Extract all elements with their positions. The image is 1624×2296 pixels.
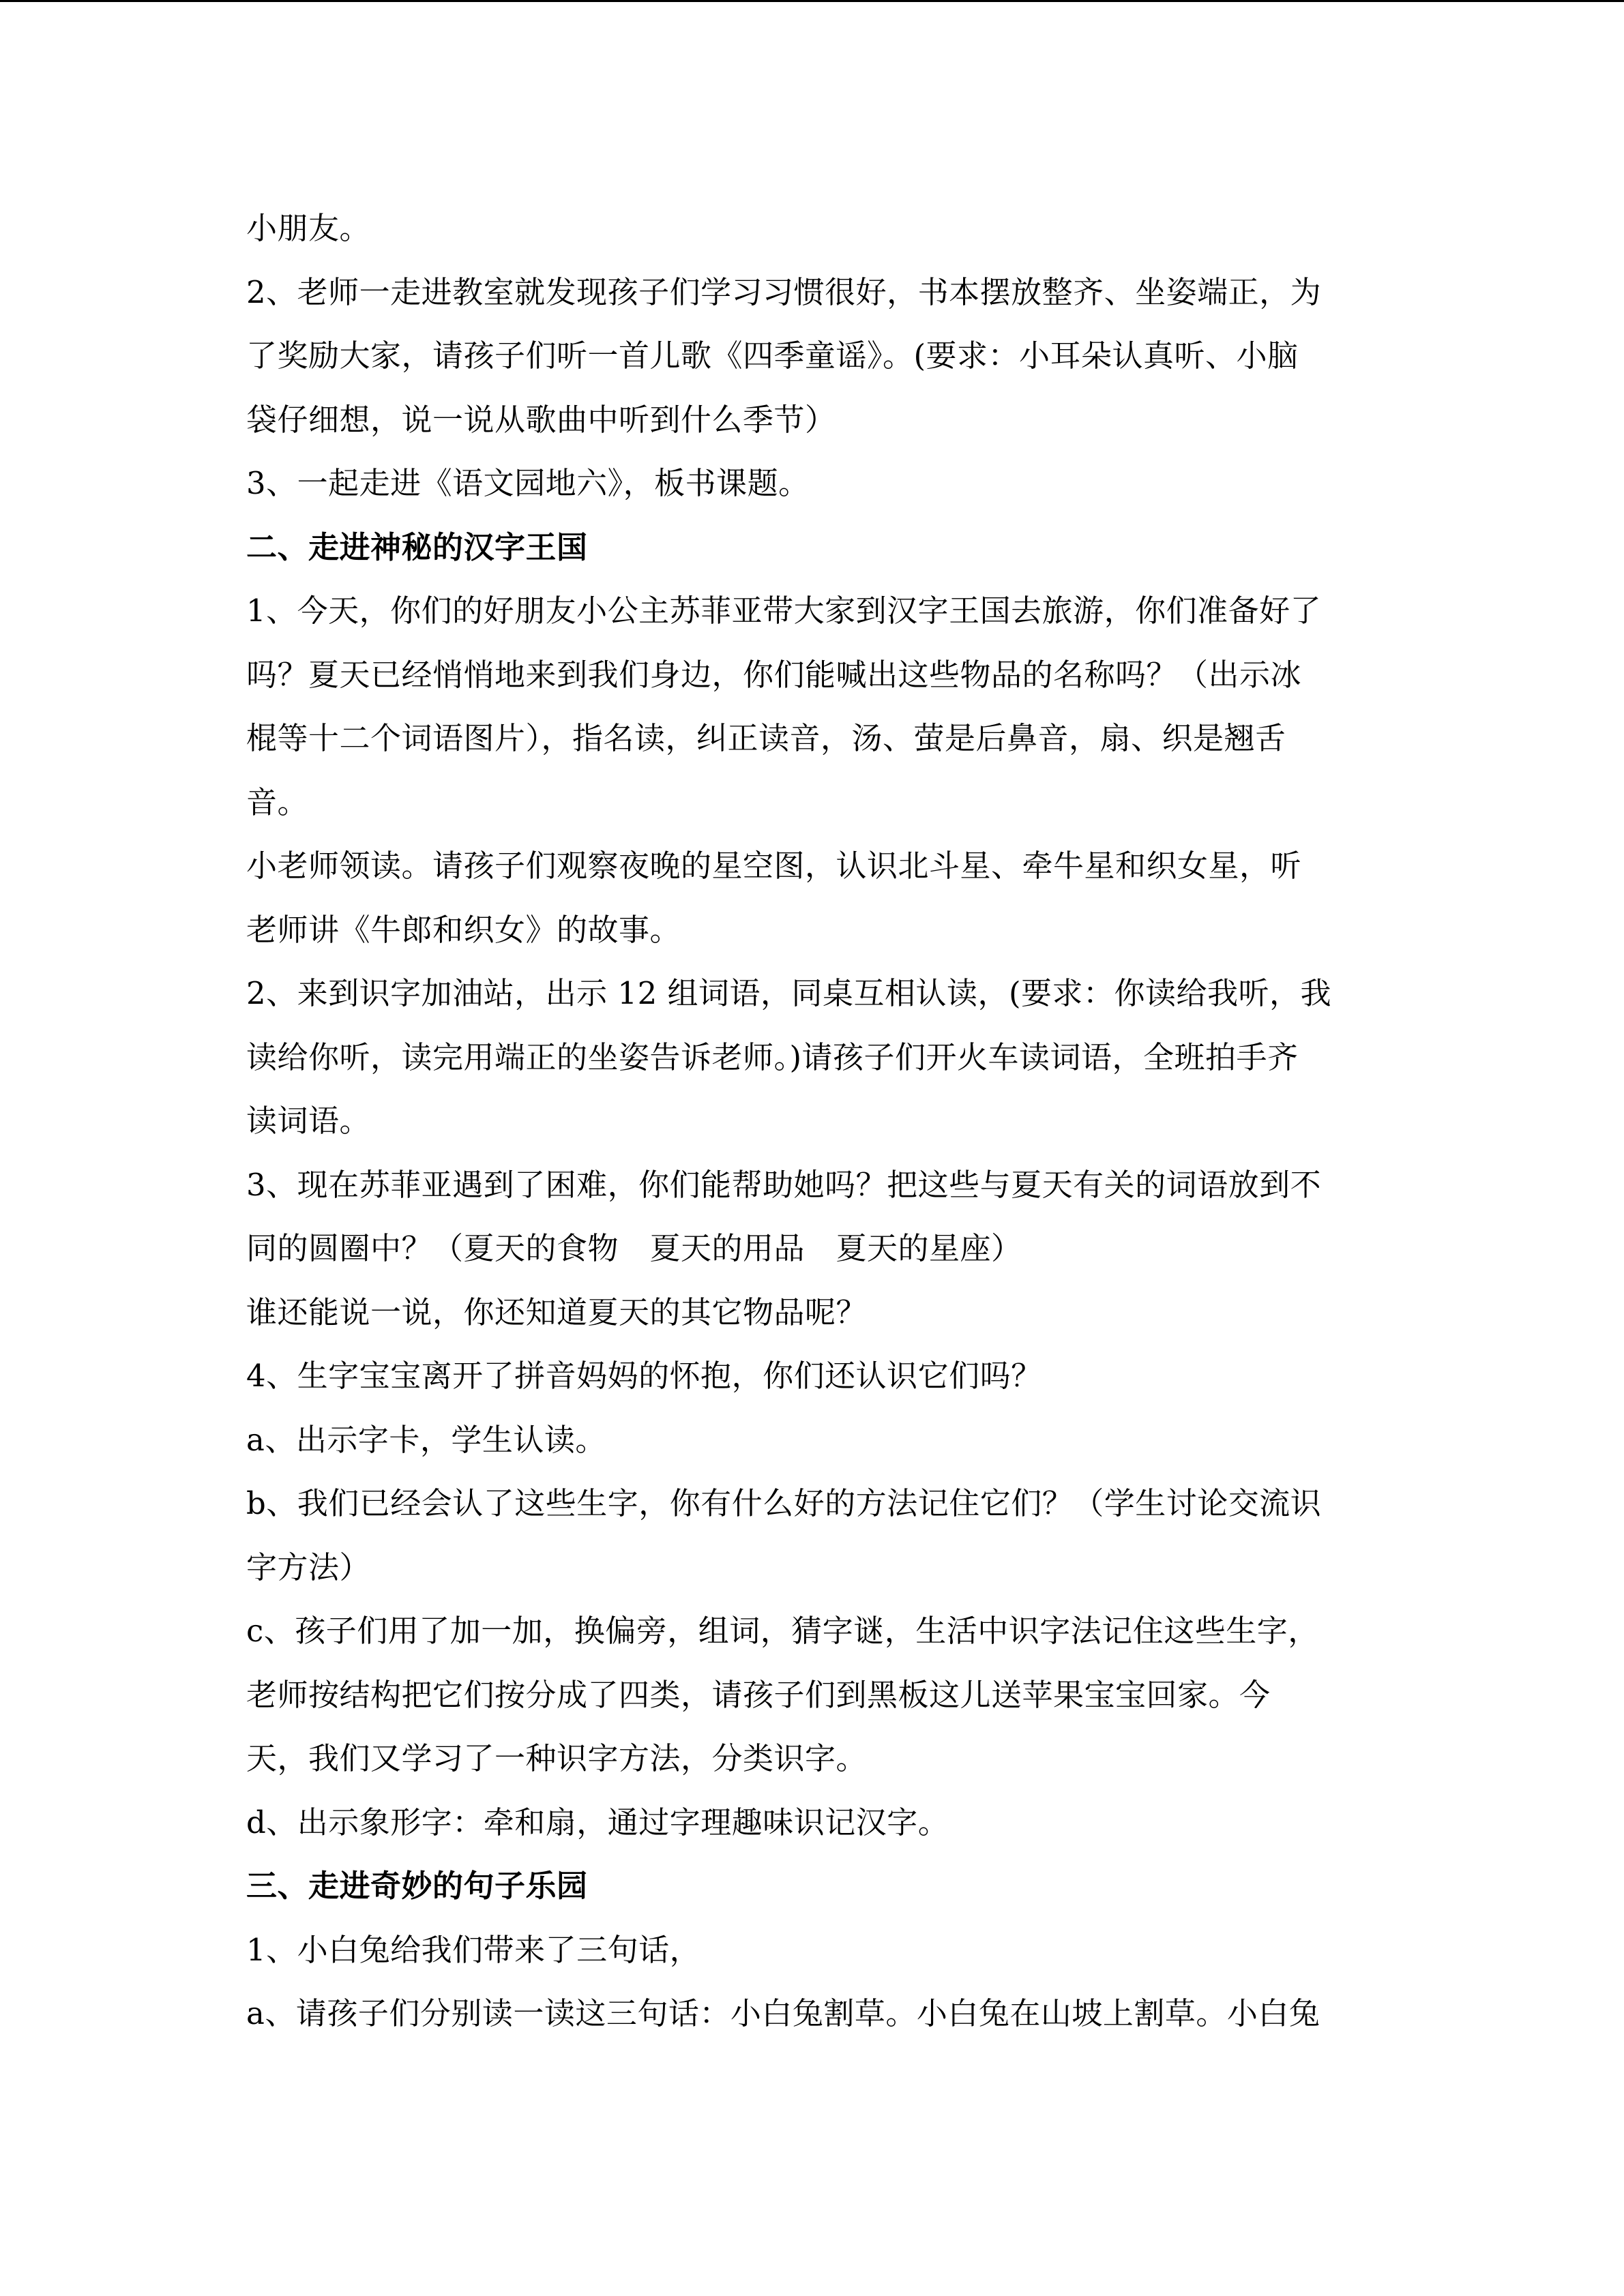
top-border-line [0, 0, 1624, 2]
text-line: a、出示字卡，学生认读。 [246, 1421, 606, 1458]
text-line: 谁还能说一说，你还知道夏天的其它物品呢？ [246, 1294, 868, 1330]
text-line: 读给你听，读完用端正的坐姿告诉老师。)请孩子们开火车读词语，全班拍手齐 [246, 1039, 1299, 1075]
text-line: 老师讲《牛郎和织女》的故事。 [246, 911, 681, 948]
text-line: 老师按结构把它们按分成了四类，请孩子们到黑板这儿送苹果宝宝回家。今 [246, 1676, 1271, 1713]
text-line: 1、今天，你们的好朋友小公主苏菲亚带大家到汉字王国去旅游，你们准备好了 [246, 593, 1322, 629]
text-line: b、我们已经会认了这些生字，你有什么好的方法记住它们？（学生讨论交流识 [246, 1485, 1322, 1521]
text-line: 3、一起走进《语文园地六》，板书课题。 [246, 465, 810, 501]
text-line: 小老师领读。请孩子们观察夜晚的星空图，认识北斗星、牵牛星和织女星，听 [246, 848, 1302, 884]
text-line: 读词语。 [246, 1103, 371, 1139]
section-heading: 二、走进神秘的汉字王国 [246, 528, 588, 565]
text-line: d、出示象形字：牵和扇，通过字理趣味识记汉字。 [246, 1804, 949, 1840]
text-line: 袋仔细想，说一说从歌曲中听到什么季节） [246, 401, 836, 438]
text-line: 棍等十二个词语图片），指名读，纠正读音，汤、萤是后鼻音，扇、织是翘舌 [246, 720, 1286, 756]
text-line: c、孩子们用了加一加，换偏旁，组词，猜字谜，生活中识字法记住这些生字， [246, 1613, 1319, 1649]
text-line: 2、老师一走进教室就发现孩子们学习习惯很好，书本摆放整齐、坐姿端正，为 [246, 273, 1322, 310]
text-line: 吗？夏天已经悄悄地来到我们身边，你们能喊出这些物品的名称吗？（出示冰 [246, 656, 1302, 693]
text-line: 2、来到识字加油站，出示 12 组词语，同桌互相认读，(要求：你读给我听，我 [246, 975, 1332, 1011]
text-line: 3、现在苏菲亚遇到了困难，你们能帮助她吗？把这些与夏天有关的词语放到不 [246, 1166, 1322, 1203]
text-line: 1、小白兔给我们带来了三句话， [246, 1931, 701, 1968]
text-line: a、请孩子们分别读一读这三句话：小白兔割草。小白兔在山坡上割草。小白兔 [246, 1995, 1320, 2031]
document-body [246, 196, 1385, 2046]
text-line: 字方法） [246, 1549, 371, 1585]
text-line: 小朋友。 [246, 210, 371, 246]
text-line: 了奖励大家，请孩子们听一首儿歌《四季童谣》。(要求：小耳朵认真听、小脑 [246, 338, 1299, 374]
text-line: 音。 [246, 784, 309, 820]
text-line: 4、生字宝宝离开了拼音妈妈的怀抱，你们还认识它们吗？ [246, 1358, 1042, 1394]
text-line: 同的圆圈中？（夏天的食物 夏天的用品 夏天的星座） [246, 1230, 1022, 1266]
section-heading: 三、走进奇妙的句子乐园 [246, 1868, 588, 1904]
text-line: 天，我们又学习了一种识字方法，分类识字。 [246, 1740, 868, 1776]
